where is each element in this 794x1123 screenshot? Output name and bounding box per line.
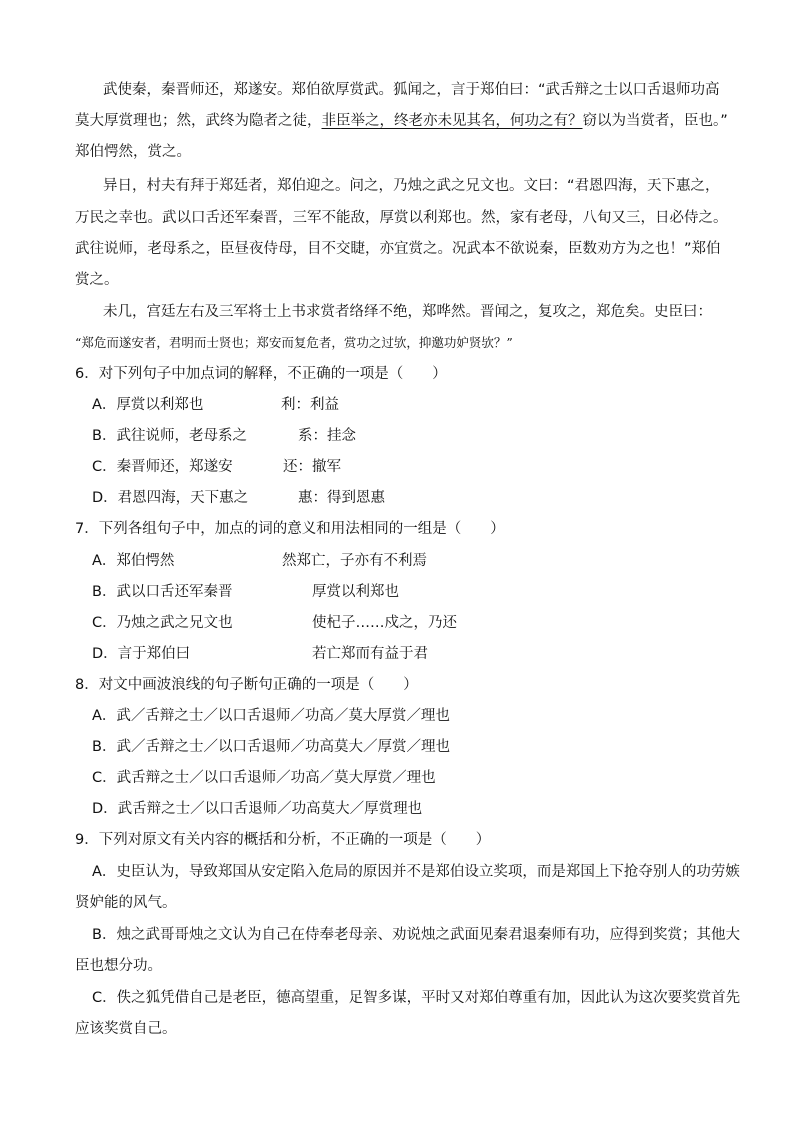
q7-option-c: C．乃烛之武之兄文也	[92, 615, 233, 631]
q7-option-b: B．武以口舌还军秦晋	[92, 584, 233, 600]
q6-option-c: C．秦晋师还，郑遂安	[92, 459, 233, 475]
passage-p1-line1: 武使秦，秦晋师还，郑遂安。郑伯欲厚赏武。狐闻之，言于郑伯曰：“武舌辩之士以口舌退师功高	[103, 82, 720, 98]
passage-p2-line3: 武往说师，老母系之，臣昼夜侍母，目不交睫，亦宜赏之。况武本不欲说秦，臣数劝方为之也！”郑伯	[75, 241, 721, 257]
passage-p2-line2: 万民之幸也。武以口舌还军秦晋，三军不能敌，厚赏以利郑也。然，家有老母，八旬又三，日必侍之。	[75, 210, 728, 226]
passage-p2-line4: 赏之。	[75, 272, 119, 288]
q6-option-b: B．武往说师，老母系之	[92, 428, 247, 444]
passage-p2-line1: 异日，村夫有拜于郑廷者，郑伯迎之。问之，乃烛之武之兄文也。文曰：“君恩四海，天下惠之，	[103, 178, 720, 194]
q8-option-b: B．武／舌辩之士／以口舌退师／功高莫大／厚赏／理也	[92, 739, 450, 755]
q6-option-d: D．君恩四海，天下惠之	[92, 490, 249, 506]
historian-quote: “郑危而遂安者，君明而士贤也；郑安而复危者，赏功之过欤，抑邀功妒贤欤？”	[75, 335, 513, 350]
q7-option-c-compare: 使杞子……戍之，乃还	[312, 615, 457, 631]
q7-option-a: A．郑伯愕然	[92, 553, 175, 569]
q9-option-c-line1: C．佚之狐凭借自己是老臣，德高望重，足智多谋，平时又对郑伯尊重有加，因此认为这次要奖赏首先	[92, 990, 741, 1006]
q6-option-d-explanation: 惠：得到恩惠	[298, 490, 385, 506]
q6-option-a-explanation: 利：利益	[281, 397, 339, 413]
passage-p1-line2-text: 莫大厚赏理也；然，武终为隐者之徒，	[75, 113, 322, 129]
q7-option-b-compare: 厚赏以利郑也	[312, 584, 399, 600]
passage-p1-line2	[75, 111, 728, 131]
q7-option-a-compare: 然郑亡，子亦有不利焉	[282, 553, 427, 569]
passage-p1-line2-end: 窃以为当赏者，臣也。”	[582, 113, 728, 129]
q6-option-b-explanation: 系：挂念	[298, 428, 356, 444]
q9-option-a-line2: 贤妒能的风气。	[75, 895, 177, 911]
q7-option-d: D．言于郑伯曰	[92, 646, 191, 662]
q6-option-a: A．厚赏以利郑也	[92, 397, 204, 413]
underlined-sentence: 非臣举之，终老亦未见其名，何功之有？	[321, 113, 583, 129]
passage-p3-line1: 未几，宫廷左右及三军将士上书求赏者络绎不绝，郑哗然。晋闻之，复攻之，郑危矣。史臣曰：	[103, 304, 712, 320]
q8-option-a: A．武／舌辩之士／以口舌退师／功高／莫大厚赏／理也	[92, 708, 450, 724]
q8-option-c: C．武舌辩之士／以口舌退师／功高／莫大厚赏／理也	[92, 770, 436, 786]
q9-option-b-line2: 臣也想分功。	[75, 958, 162, 974]
q9-option-c-line2: 应该奖赏自己。	[75, 1021, 177, 1037]
passage-p1-line3: 郑伯愕然，赏之。	[75, 144, 191, 160]
q6-option-c-explanation: 还：撤军	[283, 459, 341, 475]
q8-option-d: D．武舌辩之士／以口舌退师／功高莫大／厚赏理也	[92, 801, 423, 817]
q9-option-a-line1: A．史臣认为，导致郑国从安定陷入危局的原因并不是郑伯设立奖项，而是郑国上下抢夺别人的功劳嫉	[92, 864, 740, 880]
question-9-stem: 9．下列对原文有关内容的概括和分析，不正确的一项是（ ）	[75, 832, 491, 848]
question-7-stem: 7．下列各组句子中，加点的词的意义和用法相同的一组是（ ）	[75, 521, 505, 537]
question-8-stem: 8．对文中画波浪线的句子断句正确的一项是（ ）	[75, 677, 418, 693]
q7-option-d-compare: 若亡郑而有益于君	[312, 646, 428, 662]
question-6-stem: 6．对下列句子中加点词的解释，不正确的一项是（ ）	[75, 366, 447, 382]
q9-option-b-line1: B．烛之武哥哥烛之文认为自己在侍奉老母亲、劝说烛之武面见秦君退秦师有功，应得到奖赏；其他大	[92, 927, 740, 943]
